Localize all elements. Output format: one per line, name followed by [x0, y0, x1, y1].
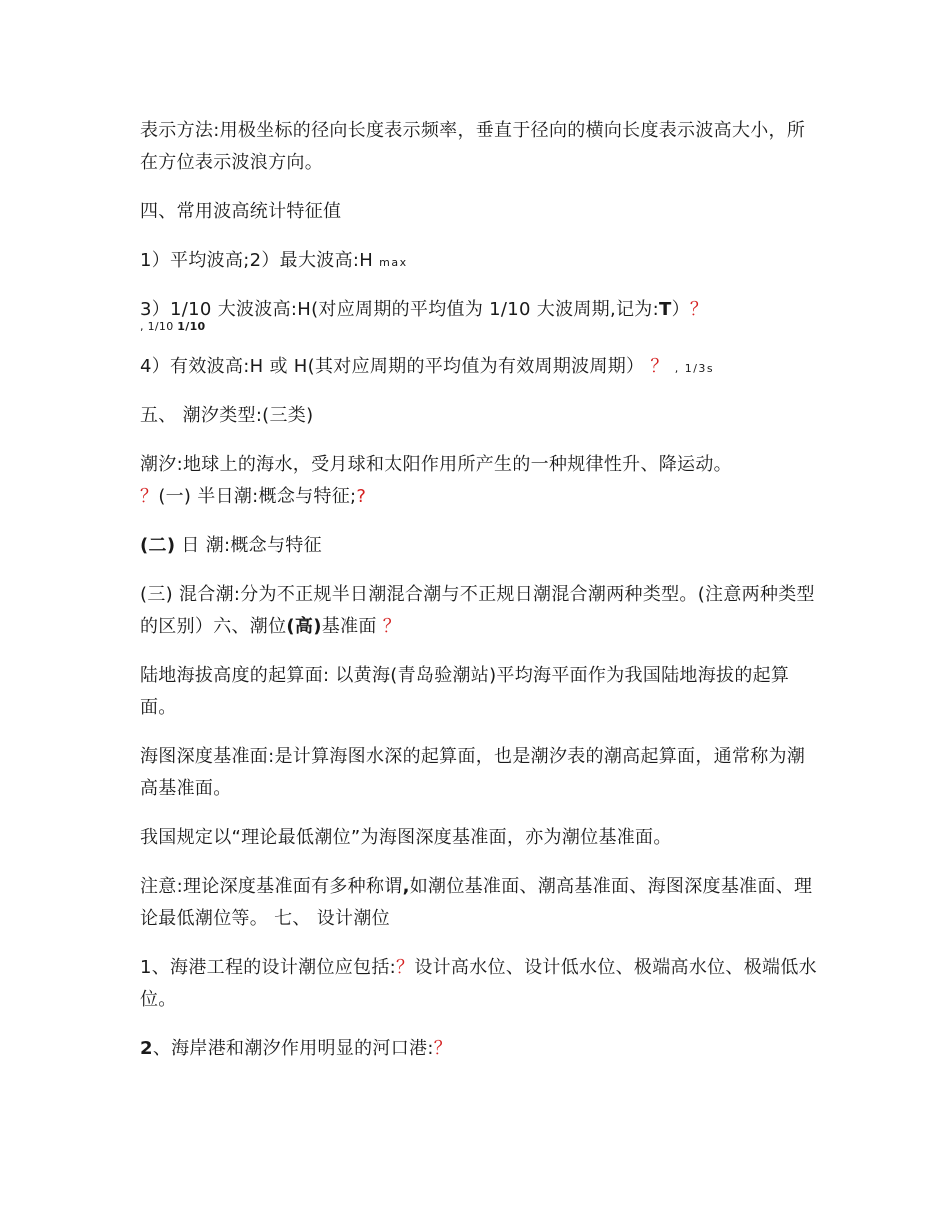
text-close-paren: ）	[671, 299, 690, 320]
text-datum: 基准面	[321, 616, 377, 637]
text-bold-comma: ,	[402, 876, 410, 897]
paragraph-diurnal-tide	[140, 530, 820, 562]
document-page	[140, 115, 820, 1082]
paragraph-estuary-port	[140, 1033, 820, 1065]
text-wave-height-3: 3）1/10 大波波高:H(对应周期的平均值为 1/10 大波周期,记为:	[140, 299, 659, 320]
text-bold-high: (高)	[286, 616, 322, 637]
text-tide-definition: 潮汐:地球上的海水，受月球和太阳作用所产生的一种规律性升、降运动。	[140, 454, 732, 475]
text-chart-datum: 海图深度基准面:是计算海图水深的起算面，也是潮汐表的潮高起算面，通常称为潮高基准面。	[140, 746, 806, 799]
paragraph-wave-height-1-2	[140, 245, 820, 277]
subscript-1-10-b: 1/10	[177, 320, 206, 333]
paragraph-tide-definition	[140, 449, 820, 513]
text-bold-t: T	[658, 299, 672, 320]
subscript-1-10-a: , 1/10	[140, 320, 174, 333]
heading-section-4	[140, 196, 820, 228]
subscript-line-1-10	[140, 320, 820, 334]
paragraph-wave-height-4	[140, 351, 820, 383]
subscript-1-3s: , 1/3s	[674, 362, 715, 375]
text-national-rule: 我国规定以“理论最低潮位”为海图深度基准面，亦为潮位基准面。	[140, 827, 672, 848]
marker-question: ？	[689, 299, 709, 320]
text-design-levels-a: 1、海港工程的设计潮位应包括:	[140, 957, 397, 978]
text-semidiurnal-tide: (一) 半日潮:概念与特征;	[158, 486, 357, 507]
heading-section-5	[140, 400, 820, 432]
text-diurnal-tide: 日 潮:概念与特征	[175, 535, 322, 556]
subscript-max: max	[379, 256, 408, 269]
paragraph-design-levels	[140, 952, 820, 1016]
marker-question: ？	[650, 356, 669, 377]
text-note-b: 如潮位基准面、潮高基准面、海图深度基准面、理论最低潮位等。 七、 设计潮位	[140, 876, 813, 929]
marker-question: ？	[382, 616, 402, 637]
paragraph-wave-height-3	[140, 294, 820, 334]
paragraph-national-rule	[140, 822, 820, 854]
text-section-4: 四、常用波高统计特征值	[140, 201, 342, 222]
text-section-5: 五、 潮汐类型:(三类)	[140, 405, 314, 426]
text-mixed-tide: (三) 混合潮:分为不正规半日潮混合潮与不正规日潮混合潮两种类型。(注意两种类型的区别）六、潮位	[140, 584, 815, 637]
paragraph-mixed-tide	[140, 579, 820, 643]
paragraph-note	[140, 871, 820, 935]
marker-question: ？	[396, 957, 415, 978]
marker-question: ?	[356, 486, 367, 507]
text-land-elevation: 陆地海拔高度的起算面: 以黄海(青岛验潮站)平均海平面作为我国陆地海拔的起算面。	[140, 665, 790, 718]
text-representation-method: 表示方法:用极坐标的径向长度表示频率，垂直于径向的横向长度表示波高大小，所在方位表示波浪方向。	[140, 120, 806, 173]
paragraph-representation-method	[140, 115, 820, 179]
marker-question: ？	[433, 1038, 453, 1059]
text-note-a: 注意:理论深度基准面有多种称谓	[140, 876, 403, 897]
text-estuary-port: 、海岸港和潮汐作用明显的河口港:	[152, 1038, 434, 1059]
text-design-levels-b: 设计高水位、设计低水位、极端高水位、极端低水位。	[140, 957, 817, 1010]
marker-question: ？	[140, 486, 159, 507]
paragraph-land-elevation	[140, 660, 820, 724]
text-wave-height-4: 4）有效波高:H 或 H(其对应周期的平均值为有效周期波周期）	[140, 356, 645, 377]
text-wave-height-1-2: 1）平均波高;2）最大波高:H	[140, 250, 374, 271]
paragraph-chart-datum	[140, 741, 820, 805]
text-bold-two: (二)	[140, 535, 176, 556]
text-bold-two-num: 2	[140, 1038, 153, 1059]
